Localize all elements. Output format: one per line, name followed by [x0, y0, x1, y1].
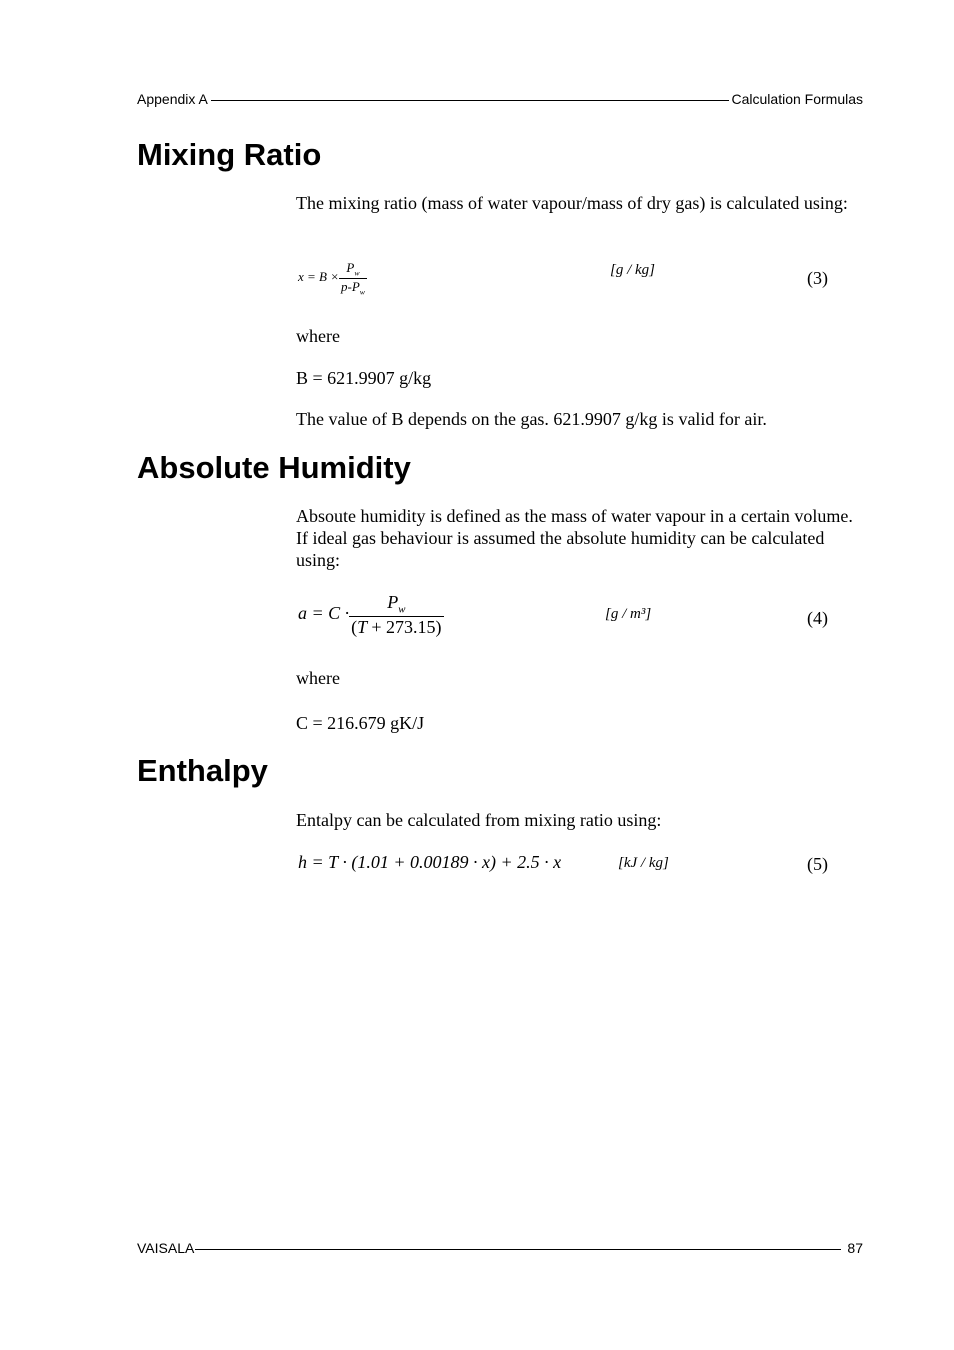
mixing-ratio-definition: B = 621.9907 g/kg	[296, 368, 432, 388]
enthalpy-intro: Entalpy can be calculated from mixing ratio using:	[296, 810, 662, 830]
equation-mixing-ratio	[296, 254, 836, 304]
unit-mixing-ratio: [g / kg]	[610, 262, 655, 278]
absolute-humidity-definition: C = 216.679 gK/J	[296, 713, 425, 733]
unit-enthalpy: [kJ / kg]	[618, 855, 669, 871]
mixing-ratio-note: The value of B depends on the gas. 621.9907 g/kg is valid for air.	[296, 409, 767, 429]
page-header	[137, 90, 863, 108]
formula-absolute-humidity: a = C · $\frac{P_w}{(T + 273.15)}$	[298, 592, 442, 637]
mixing-ratio-intro: The mixing ratio (mass of water vapour/mass of dry gas) is calculated using:	[296, 193, 848, 213]
absolute-humidity-intro: Absoute humidity is defined as the mass of water vapour in a certain volume. If ideal gas behaviour is assumed the absolute humidity can be calculated using:	[296, 506, 853, 570]
equation-absolute-humidity	[296, 590, 836, 640]
formula-mixing-ratio: x = B × $\frac{P_w}{p-P_w}$	[298, 260, 365, 297]
header-right: Calculation Formulas	[731, 91, 863, 107]
formula-enthalpy: h = T · (1.01 + 0.00189 · x) + 2.5 · x	[298, 852, 562, 872]
unit-absolute-humidity: [g / m³]	[605, 606, 652, 622]
page-number: 87	[847, 1240, 863, 1256]
section-title-absolute-humidity: Absolute Humidity	[137, 450, 411, 485]
page-footer	[137, 1239, 863, 1257]
footer-company: VAISALA	[137, 1240, 195, 1256]
mixing-ratio-where: where	[296, 326, 340, 346]
equation-enthalpy	[296, 850, 836, 900]
footer-rule	[195, 1249, 841, 1250]
absolute-humidity-where: where	[296, 668, 340, 688]
header-left: Appendix A	[137, 91, 208, 107]
section-title-mixing-ratio: Mixing Ratio	[137, 137, 322, 172]
equation-number-5: (5)	[807, 854, 828, 874]
section-title-enthalpy: Enthalpy	[137, 753, 268, 788]
header-rule	[211, 100, 729, 101]
equation-number-3: (3)	[807, 268, 828, 288]
equation-number-4: (4)	[807, 608, 828, 628]
